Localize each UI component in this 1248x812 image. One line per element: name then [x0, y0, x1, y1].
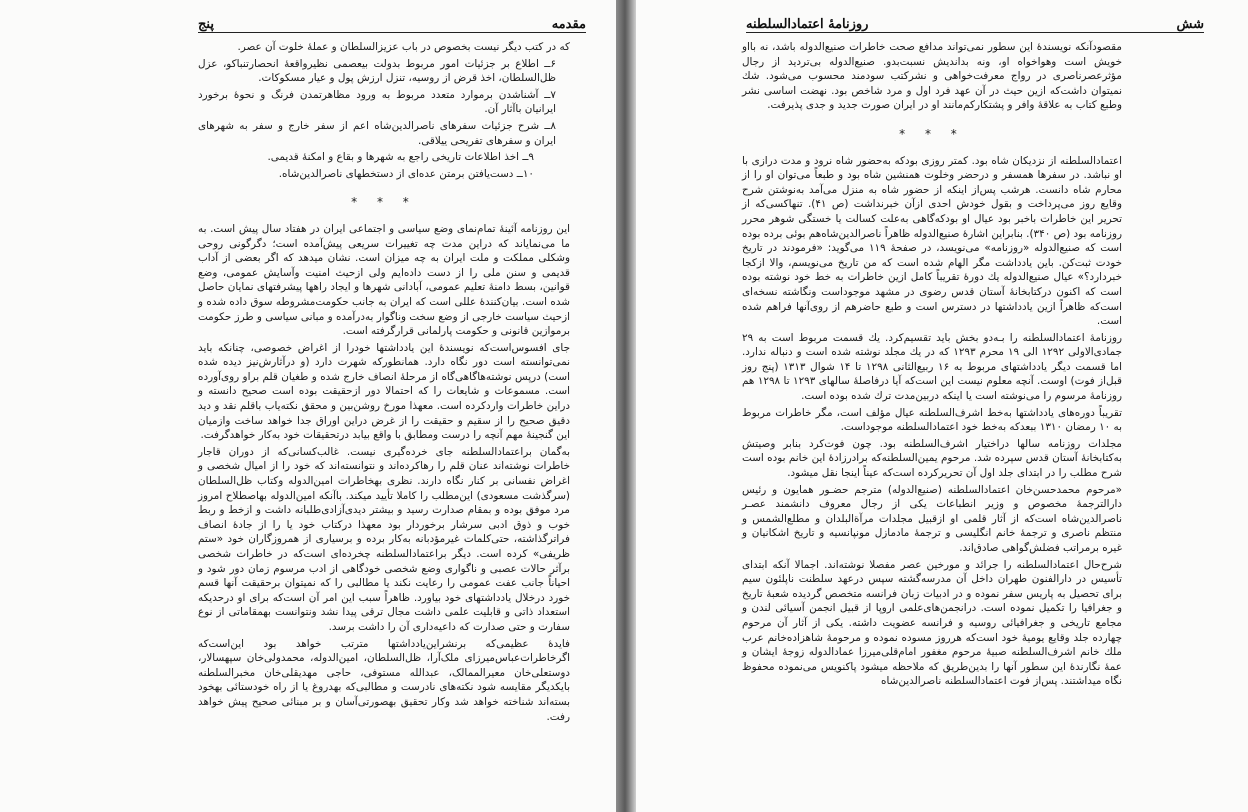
list-item: ۱۰ــ دست‌یافتن برمتن عده‌ای از دستخطهای ناصرالدین‌شاه.: [278, 167, 534, 180]
text-column: [198, 40, 570, 726]
paragraph: مقصودآنکه نویسندهٔ این سطور نمی‌تواند مدافع صحت خاطرات صنیع‌الدوله باشد، نه بااو خویش است وهواخواه او، ونه بداندیش نسبت‌بدو. صنیع‌الدوله بی‌تردید از رجال مؤثرعصرناصری در رواج معرفت‌خواهی و نشرکتب سودمند محسوب می‌شود. شك نمیتوان داشت‌که ازین حیث در آن عهد فرد اول و مرد شاخص بود. نهضت اساسی نشر وطبع کتاب به علاقهٔ وافر و پشتکار‌کم‌مانند او در ایران صورت جدید و جدی پذیرفت.: [742, 41, 1122, 112]
list-item: ۷ــ آشناشدن برموارد متعدد مربوط به ورود مظاهرتمدن فرنگ و نحوهٔ برخورد ایرانیان باآثار آن.: [198, 88, 556, 116]
section-separator: * * *: [899, 126, 965, 141]
right-page: [636, 0, 1248, 812]
paragraph: روزنامهٔ اعتمادالسلطنه را بـه‌دو بخش باید تقسیم‌کرد. یك قسمت مربوط است به ۲۹ جمادی‌الاولی ۱۲۹۲ الی ۱۹ محرم ۱۲۹۳ که در یك مجلد نوشته شده است و دنباله ندارد. اما قسمت دیگر یادداشتهای مربوط به ۱۶ ربیع‌الثانی ۱۲۹۸ تا ۱۴ شوال ۱۳۱۳ (پنج روز قبل‌از فوت) اوست. آنچه معلوم نیست این است‌که آیا درفاصلهٔ سالهای ۱۲۹۳ تا ۱۲۹۸ هم روزنامهٔ مرسوم را می‌نوشته است یا اینکه دربین‌مدت ترك شده بوده است.: [742, 331, 1123, 403]
page-number: پنج: [198, 17, 214, 32]
paragraph: به‌گمان براعتمادالسلطنه جای خرده‌گیری نیست. غالب‌کسانی‌که از دوران قاجار خاطرات نوشته‌اند عنان قلم را رهاکرده‌اند و نتوانسته‌اند که خود را از امیال شخصی و اغراض نفسانی بر کنار نگاه دارند. نظری بهخاطرات امین‌الدوله وکتاب ظل‌السلطان (سرگذشت مسعودی) این‌مطلب را کاملا تأیید میکند. باآنکه امین‌الدوله بهاصطلاح امروز مرد موفق بوده و بمقام صدارت رسید و بیشتر دیدی‌آزادی‌طلبانه داشت و ازخط و ربط خوب و ذوق ادبی سرشار برخوردار بود معهذا درکتاب خود یا را از جادهٔ انصاف فراتر‌گذاشته، حتی‌کلمات غیرمؤدبانه به‌کار برده و برسیاری از همروزگاران خود «ستم ظریفی» کرده است. دیگر براعتمادالسلطنه چخرده‌ای است‌که در خاطرات شخصی برآثر حالات عصبی و ناگواری وضع شخصی خودگاهی از ادب مرسوم زمان دور شود و احیاناً جانب عفت عمومی را رعایت نکند یا مطالبی را که نمیتوان برحقیقت آنها قسم خورد درخلال یادداشتهای خود بیاورد. ظاهراً سبب این امر آن است‌که برای او درحدیکه استعداد ذاتی و قابلیت علمی داشت مجال ترقی پیدا نشد ونتوانست بهمقاماتی از نوع سفارت و حتی صدارت که داعیه‌داری آن را داشت برسد.: [198, 445, 570, 633]
page-number: شش: [1176, 17, 1204, 32]
paragraph: این روزنامه آئینهٔ تمام‌نمای وضع سیاسی و اجتماعی ایران در هفتاد سال پیش است. به ما می‌نمایاند که دراین مدت چه تغییرات سریعی پیش‌آمده است؛ دگرگونی روحی وشکلی مملکت و ملت ایران به چه میزان است. نشان میدهد که اگر بعضی از آداب قدیمی و سنن ملی را از دست داده‌ایم ولی ازحیث امنیت وآسایش عمومی، وضع قوانین، بسط دامنهٔ تعلیم عمومی، آبادانی شهرها و ایجاد راهها پیشرفتهای نمایان حاصل شده است. بیان‌کنندهٔ عللی است که ایران به جانب حکومت‌مشروطه سوق داده شده و ازحیث سیاست خارجی از وضع سخت وناگوار به‌درآمده و مبانی سیاسی و طرز حکومت برموازین قانونی و حکومت پارلمانی قرارگرفته است.: [197, 222, 570, 338]
list-item: ۸ــ شرح جزئیات سفرهای ناصرالدین‌شاه اعم از سفر خارج و سفر به شهرهای ایران و سفرهای تفریحی ییلاقی.: [198, 119, 556, 147]
list-item: ۹ــ اخذ اطلاعات تاریخی راجع به شهرها و بقاع و امکنهٔ قدیمی.: [267, 151, 534, 164]
paragraph: اعتمادالسلطنه از نزدیکان شاه بود. کمتر روزی بودکه به‌حضور شاه نرود و مدت درازی با او نباشد. در سفرها همسفر و درحضر وخلوت همنشین شاه بود و طبعاً می‌توان او را از محارم شاه دانست. هرشب پس‌از اینکه از حضور شاه به منزل می‌آمد به‌نوشتن شرح وقایع روز می‌پرداخت و بقول خودش احدی ازآن خبرنداشت (ص ۴۱). تنها‌کسی‌که از تحریر این خاطرات باخبر بود عیال او بودکه‌گاهی به‌علت کسالت یا خستگی شوهر محرر روزنامه بود (ص ۳۴۰). بنابراین اشارهٔ صنیع‌الدوله ظاهراً ناصرالدین‌شاه‌هم بوئی برده بوده است که صنیع‌الدوله «روزنامه» می‌نویسد، در صفحهٔ ۱۱۹ می‌گوید: «فرمودند در تاریخ خودت ثبت‌کن. باین یادداشت مگر الهام شده است که من تاریخ می‌نویسم، والا ازکجا خبردارد؟» عیال صنیع‌الدوله یك دورهٔ تقریباً کامل ازین خاطرات به خط خود نوشته بوده است که اکنون درکتابخانهٔ آستان قدس رضوی در مشهد موجوداست ونگاشته نسخه‌ای است‌که ظاهراً ازین یادداشتها در دسترس است و طبع حاضرهم از روی‌آنها فراهم شده است.: [742, 154, 1122, 328]
running-title: مقدمه: [551, 17, 586, 32]
list-item: ۶ــ اطلاع بر جزئیات امور مربوط بدولت بیعصمی نظیرواقعهٔ انحصارتنباکو، عزل ظل‌السلطان، اخذ قرض از روسیه، تنزل ارزش پول و عیار مسکوکات.: [198, 57, 556, 85]
page-header: [746, 10, 1204, 33]
section-separator: * * *: [351, 195, 417, 210]
paragraph: که در کتب دیگر نیست بخصوص در باب عزیزالسلطان و عملهٔ خلوت آن عصر.: [237, 41, 570, 53]
book-gutter: [616, 0, 636, 812]
running-title: روزنامهٔ اعتمادالسلطنه: [746, 17, 869, 32]
left-page: [0, 0, 616, 812]
page-header: [198, 10, 586, 33]
paragraph: مجلدات روزنامه سالها دراختیار اشرف‌السلطنه بود. چون فوت‌کرد بنابر وصیتش به‌کتابخانهٔ آستان قدس سپرده شد. مرحوم یمین‌السلطنه‌که برادرزادهٔ این خانم بوده است شرح مطلب را در ابتدای جلد اول آن تحریرکرده است‌که عیناً اینجا نقل میشود.: [742, 437, 1122, 480]
paragraph: «مرحوم محمدحسن‌خان اعتمادالسلطنه (صنیع‌الدوله) مترجم حضـور همایون و رئیس دارالترجمهٔ مخصوص و وزیر انطباعات یکی از رجال معروف دانشمند عصـر ناصرالدین‌شاه است‌که از آثار قلمی او ازقبیل مجلدات مرآةالبلدان و مطلع‌الشمس و منتظم ناصری و ترجمهٔ خانم انگلیسی و ترجمهٔ مادمازل مونپانسیه و تاریخ اشکانیان و غیره برمراتب فضلش‌گواهی صادق‌اند.: [742, 483, 1122, 554]
paragraph: شرح‌حال اعتمادالسلطنه را جرائد و مورخین عصر مفصلا نوشته‌اند. اجمالا آنکه ابتدای تأسیس در دارالفنون طهران داخل آن مدرسه‌گشته سپس درعهد سلطنت ناپلئون سیم برای تحصیل به پاریس سفر نموده و در ادبیات زبان فرانسه متخصص گردیده شعبهٔ تاریخ و جغرافیا را تکمیل نموده است. درانجمن‌های‌علمی اروپا از قبیل انجمن آسیائی لندن و مجامع تاریخی و جغرافیائی روسیه و فرانسه عضویت داشته. یکی از آثار آن مرحوم چهارده جلد وقایع یومیهٔ خود است‌که هرروز مسوده نموده و مرحومهٔ شاهزاده‌خانم عرب ملك خانم اشرف‌السلطنه صبیهٔ مرحوم مغفور امام‌قلی‌میرزا عمادالدوله زوجهٔ ایشان و عمهٔ نگارندهٔ این سطور آنها را بدین‌طریق که ملاحظه میشود پاکنویس می‌نموده محفوظ نگاه میداشتند. پس‌از فوت اعتمادالسلطنه ناصرالدین‌شاه: [742, 558, 1122, 688]
paragraph: جای افسوس‌است‌که نویسندهٔ این یادداشتها خودرا از اغراض خصوصی، چنانکه باید نمی‌توانسته است دور نگاه دارد. همانطورکه شهرت دارد (و درآثارش‌نیز دیده شده است) درپس نوشته‌ها‌گاهی‌گاه از مرحلهٔ انصاف خارج شده و طغیان قلم براو روی‌آورده است. مسموعات و شایعات را که احتمالا دور ازحقیقت بوده است صحیح دانسته و دراین خاطرات واردکرده است. معهذا مورخ روشن‌بین و محقق نکته‌یاب باقلم نقد و دید دقیق صحیح را از سقیم و حقیقت را از غرض دراین اوراق جدا خواهد ساخت وازمیان این گنجینهٔ مهم آنچه را درست ومطابق با واقع بیابد درتحقیقات خود به‌کار خواهدگرفت.: [198, 341, 570, 442]
paragraph: فایدهٔ عظیمی‌که برنشراین‌یادداشتها مترتب خواهد بود این‌است‌که اگرخاطرات‌عباس‌میرزای ملک‌آرا، ظل‌السلطان، امین‌الدوله، محمدولی‌خان سپهسالار، دوستعلی‌خان معیرالممالک، عبدالله مستوفی، حاجی مهدیقلی‌خان مخبرالسلطنه بایکدیگر مقایسه شود نکته‌های نادرست و مطالبی‌که بهدروغ یا از راه خودستائی بهخود بسته‌اند شناخته خواهد شد وکار تحقیق بهصورتی‌آسان و بر مبنائی صحیح پیش خواهد رفت.: [198, 637, 570, 723]
paragraph: تقریباً دوره‌های یادداشتها به‌خط اشرف‌السلطنه عیال مؤلف است، مگر خاطرات مربوط به ۱۰ رمضان ۱۳۱۰ ببعدکه به‌خط خود اعتمادالسلطنه موجوداست.: [742, 406, 1122, 434]
text-column: [742, 40, 1122, 691]
